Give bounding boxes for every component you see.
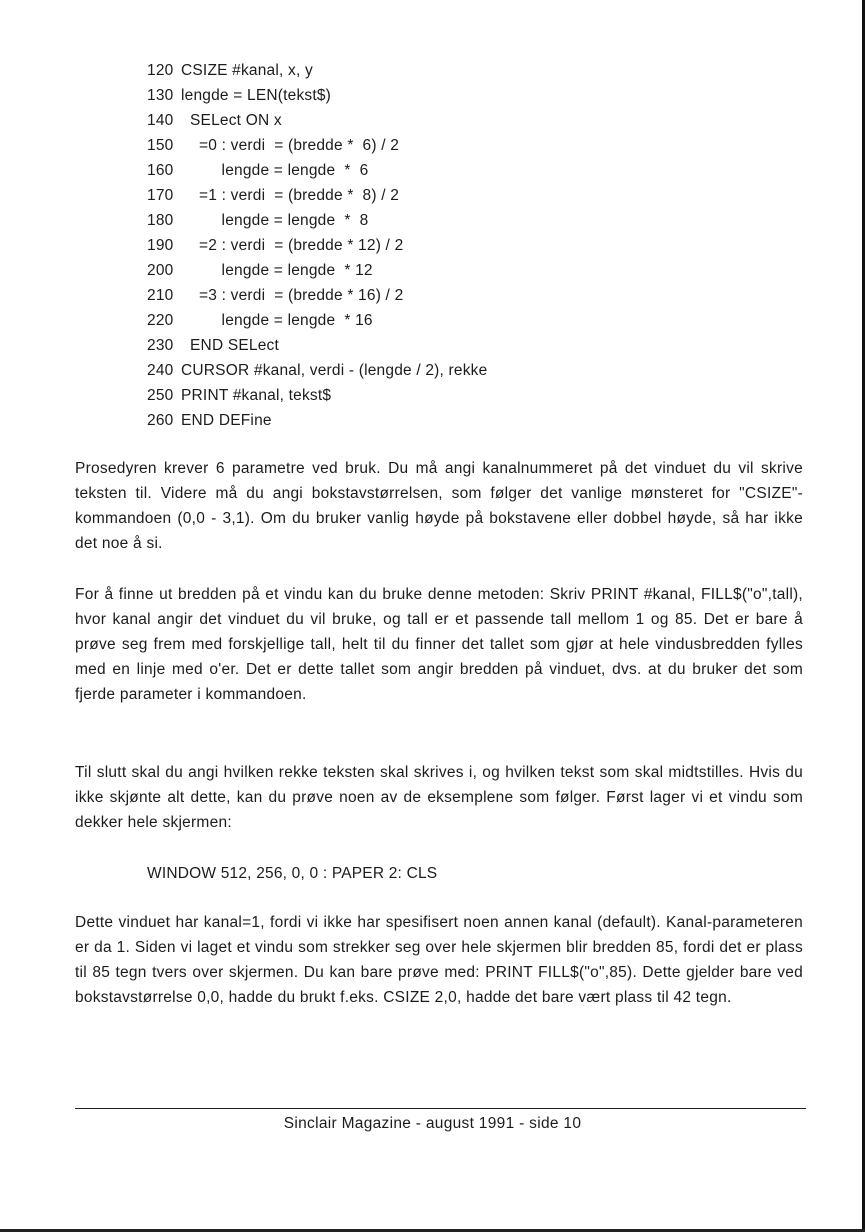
code-line: [147, 258, 487, 283]
line-number: 140: [147, 112, 174, 129]
line-number: 210: [147, 287, 174, 304]
code-line: [147, 208, 487, 233]
line-text: CSIZE #kanal, x, y: [181, 62, 313, 79]
line-number: 120: [147, 62, 174, 79]
code-line: [147, 408, 487, 433]
code-line: [147, 358, 487, 383]
paragraph-window-width: For å finne ut bredden på et vindu kan du bruke denne metoden: Skriv PRINT #kanal, FILL$("o",tall), hvor kanal angir det vinduet du vil bruke, og tall er et passende tall mellom 1 og 85. Det er bare å prøve seg frem med forskjellige tall, helt til du finner det tallet som gjør at hele vindusbredden fylles med en linje med o'er. Det er dette tallet som angir bredden på vinduet, dvs. at du bruker det som fjerde parameter i kommandoen.: [75, 586, 803, 703]
line-text: SELect ON x: [181, 112, 282, 129]
paragraph-row-text: Til slutt skal du angi hvilken rekke teksten skal skrives i, og hvilken tekst som skal midtstilles. Hvis du ikke skjønte alt dette, kan du prøve noen av de eksemplene som følger. Først lager vi et vindu som dekker hele skjermen:: [75, 764, 803, 831]
window-command: WINDOW 512, 256, 0, 0 : PAPER 2: CLS: [147, 865, 438, 882]
line-number: 180: [147, 212, 174, 229]
line-number: 250: [147, 387, 174, 404]
line-number: 220: [147, 312, 174, 329]
code-line: [147, 233, 487, 258]
code-line: [147, 333, 487, 358]
line-text: PRINT #kanal, tekst$: [181, 387, 332, 404]
page-footer: Sinclair Magazine - august 1991 - side 10: [283, 1115, 582, 1132]
code-line: [147, 383, 487, 408]
paragraph-channel-explanation: Dette vinduet har kanal=1, fordi vi ikke har spesifisert noen annen kanal (default). Kanal-parameteren er da 1. Siden vi laget et vindu som strekker seg over hele skjermen blir bredden 85, fordi det er plass til 85 tegn tvers over skjermen. Du kan bare prøve med: PRINT FILL$("o",85). Dette gjelder bare ved bokstavstørrelse 0,0, hadde du brukt f.eks. CSIZE 2,0, hadde det bare vært plass til 42 tegn.: [75, 914, 803, 1006]
line-text: CURSOR #kanal, verdi - (lengde / 2), rekke: [181, 362, 488, 379]
code-line: [147, 133, 487, 158]
line-number: 230: [147, 337, 174, 354]
line-text: END DEFine: [181, 412, 272, 429]
line-text: =0 : verdi = (bredde * 6) / 2: [181, 137, 400, 154]
line-number: 200: [147, 262, 174, 279]
code-line: [147, 283, 487, 308]
code-line: [147, 108, 487, 133]
code-line: [147, 183, 487, 208]
line-number: 170: [147, 187, 174, 204]
line-number: 190: [147, 237, 174, 254]
line-text: lengde = LEN(tekst$): [181, 87, 332, 104]
line-text: END SELect: [181, 337, 280, 354]
code-line: [147, 83, 487, 108]
line-text: lengde = lengde * 16: [181, 312, 373, 329]
line-number: 160: [147, 162, 174, 179]
line-text: =3 : verdi = (bredde * 16) / 2: [181, 287, 404, 304]
code-listing: [147, 58, 487, 433]
line-number: 260: [147, 412, 174, 429]
line-number: 240: [147, 362, 174, 379]
line-number: 150: [147, 137, 174, 154]
code-line: [147, 308, 487, 333]
footer-divider: [75, 1108, 806, 1109]
line-text: lengde = lengde * 6: [181, 162, 369, 179]
line-text: lengde = lengde * 8: [181, 212, 369, 229]
code-line: [147, 58, 487, 83]
line-text: lengde = lengde * 12: [181, 262, 373, 279]
code-line: [147, 158, 487, 183]
line-text: =2 : verdi = (bredde * 12) / 2: [181, 237, 404, 254]
line-text: =1 : verdi = (bredde * 8) / 2: [181, 187, 400, 204]
line-number: 130: [147, 87, 174, 104]
paragraph-parameters: Prosedyren krever 6 parametre ved bruk. Du må angi kanalnummeret på det vinduet du vil skrive teksten til. Videre må du angi bokstavstørrelsen, som følger det vanlige mønsteret for "CSIZE"-kommandoen (0,0 - 3,1). Om du bruker vanlig høyde på bokstavene eller dobbel høyde, så har ikke det noe å si.: [75, 460, 803, 552]
